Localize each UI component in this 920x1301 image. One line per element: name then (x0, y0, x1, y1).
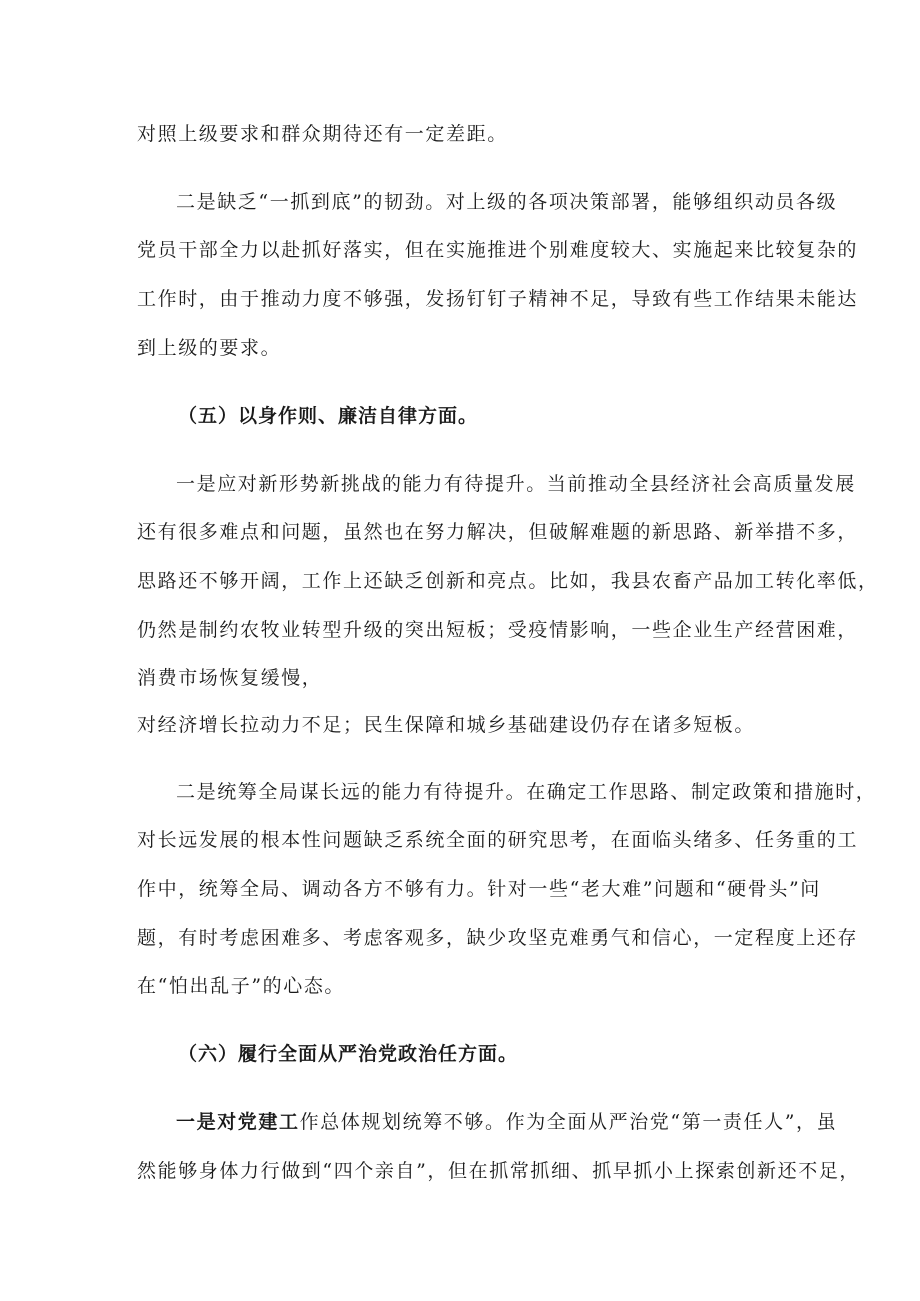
paragraph-line: 对长远发展的根本性问题缺乏系统全面的研究思考，在面临头绪多、任务重的工 (137, 829, 859, 851)
paragraph-line (176, 1110, 837, 1134)
paragraph-line: 到上级的要求。 (137, 337, 282, 359)
paragraph-line: 还有很多难点和问题，虽然也在努力解决，但破解难题的新思路、新举措不多， (137, 521, 859, 543)
paragraph-line: 二是缺乏“一抓到底”的韧劲。对上级的各项决策部署，能够组织动员各级 (176, 191, 838, 213)
paragraph-line: 思路还不够开阔，工作上还缺乏创新和亮点。比如，我县农畜产品加工转化率低， (137, 570, 879, 592)
paragraph-run: 作总体规划统筹不够。作为全面从严治党“第一责任人”，虽 (299, 1111, 838, 1133)
paragraph-line: 党员干部全力以赴抓好落实，但在实施推进个别难度较大、实施起来比较复杂的 (137, 239, 859, 261)
paragraph-line: 对经济增长拉动力不足；民生保障和城乡基础建设仍存在诸多短板。 (137, 714, 756, 736)
paragraph-line: 一是应对新形势新挑战的能力有待提升。当前推动全县经济社会高质量发展 (176, 473, 856, 495)
emphasis-run: 一是对党建工 (176, 1111, 300, 1133)
paragraph-line: 工作时，由于推动力度不够强，发扬钉钉子精神不足，导致有些工作结果未能达 (137, 288, 859, 310)
paragraph-line: 题，有时考虑困难多、考虑客观多，缺少攻坚克难勇气和信心，一定程度上还存 (137, 927, 859, 949)
paragraph-line: 二是统筹全局谋长远的能力有待提升。在确定工作思路、制定政策和措施时， (176, 781, 877, 803)
paragraph-line: 作中，统筹全局、调动各方不够有力。针对一些“老大难”问题和“硬骨头”问 (137, 878, 821, 900)
paragraph-line: 然能够身体力行做到“四个亲自”，但在抓常抓细、抓早抓小上探索创新还不足， (137, 1160, 861, 1182)
paragraph-line: 在“怕出乱子”的心态。 (137, 975, 346, 997)
section-heading-five: （五）以身作则、廉洁自律方面。 (178, 405, 479, 427)
paragraph-line: 消费市场恢复缓慢， (137, 667, 323, 689)
paragraph-line: 对照上级要求和群众期待还有一定差距。 (137, 123, 508, 145)
section-heading-six: （六）履行全面从严治党政治任方面。 (178, 1043, 519, 1065)
paragraph-line: 仍然是制约农牧业转型升级的突出短板；受疫情影响，一些企业生产经营困难， (137, 619, 859, 641)
